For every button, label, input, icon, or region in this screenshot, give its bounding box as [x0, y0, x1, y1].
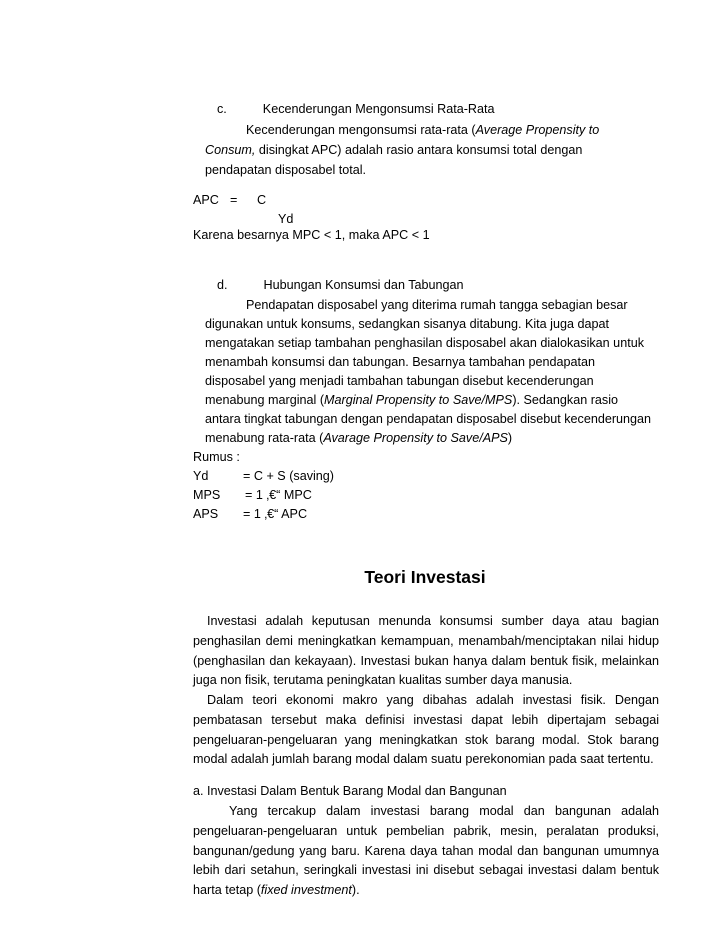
section-d-line-5: disposabel yang menjadi tambahan tabungan disebut kecenderungan: [205, 374, 594, 388]
section-c-heading: [217, 101, 495, 118]
formula-apc-eq: =: [230, 193, 238, 207]
formula-apc-numerator: C: [257, 193, 267, 207]
section-d-marker: d.: [217, 278, 228, 292]
formula-apc-lhs: APC: [193, 193, 219, 207]
section-title: Teori Investasi: [364, 567, 486, 587]
section-c-marker: c.: [217, 102, 227, 116]
section-c-line-2: Consum, disingkat APC) adalah rasio antara konsumsi total dengan: [205, 143, 583, 157]
rumus-row-yd-lhs: Yd: [193, 469, 209, 483]
section-d-line-1: Pendapatan disposabel yang diterima rumah tangga sebagian besar: [246, 298, 628, 312]
rumus-row-mps-lhs: MPS: [193, 488, 221, 502]
section-c-line-1: Kecenderungan mengonsumsi rata-rata (Average Propensity to: [246, 123, 600, 137]
rumus-label: Rumus :: [193, 450, 240, 464]
section-d-line-2: digunakan untuk konsums, sedangkan sisanya ditabung. Kita juga dapat: [205, 317, 609, 331]
section-d-line-6: menabung marginal (Marginal Propensity to Save/MPS). Sedangkan rasio: [205, 393, 619, 407]
section-d-heading-text: Hubungan Konsumsi dan Tabungan: [263, 278, 464, 292]
rumus-row-mps-rhs: = 1 ‚€“ MPC: [245, 488, 312, 502]
rumus-row-aps-lhs: APS: [193, 507, 219, 521]
section-d-line-8: menabung rata-rata (Avarage Propensity to Save/APS): [205, 431, 513, 445]
teori-paragraph-2: Dalam teori ekonomi makro yang dibahas adalah investasi fisik. Dengan pembatasan tersebut maka definisi investasi dapat lebih dipertajam sebagai pengeluaran-pengeluaran yang meningkatkan stok barang modal. Stok barang modal adalah jumlah barang modal dalam suatu perekonomian pada saat tertentu.: [193, 693, 659, 767]
teori-paragraph-3: Yang tercakup dalam investasi barang modal dan bangunan adalah pengeluaran-pengeluaran untuk pembelian pabrik, mesin, peralatan produksi, bangunan/gedung yang baru. Karena daya tahan modal dan bangunan umumnya lebih dari setahun, seringkali investasi ini disebut sebagai investasi dalam bentuk harta tetap (fixed investment).: [193, 804, 659, 898]
section-d-line-3: mengatakan setiap tambahan penghasilan disposabel akan dialokasikan untuk: [205, 336, 644, 350]
rumus-row-yd-rhs: = C + S (saving): [243, 469, 334, 483]
formula-apc-denominator: Yd: [278, 212, 294, 226]
section-c-heading-text: Kecenderungan Mengonsumsi Rata-Rata: [262, 102, 495, 116]
teori-paragraph-1: Investasi adalah keputusan menunda konsumsi sumber daya atau bagian penghasilan demi meningkatkan kemampuan, menambah/menciptakan nilai hidup (penghasilan dan kekayaan). Investasi bukan hanya dalam bentuk fisik, melainkan juga non fisik, terutama peningkatan kualitas sumber daya manusia.: [193, 614, 659, 688]
subheading-a: a. Investasi Dalam Bentuk Barang Modal dan Bangunan: [193, 784, 507, 798]
section-d-line-7: antara tingkat tabungan dengan pendapatan disposabel disebut kecenderungan: [205, 412, 652, 426]
section-c-line-3: pendapatan disposabel total.: [205, 163, 367, 177]
rumus-row-aps-rhs: = 1 ‚€“ APC: [243, 507, 308, 521]
formula-apc-note: Karena besarnya MPC < 1, maka APC < 1: [193, 228, 430, 242]
section-d-line-4: menambah konsumsi dan tabungan. Besarnya tambahan pendapatan: [205, 355, 595, 369]
section-d-heading: [217, 277, 464, 294]
